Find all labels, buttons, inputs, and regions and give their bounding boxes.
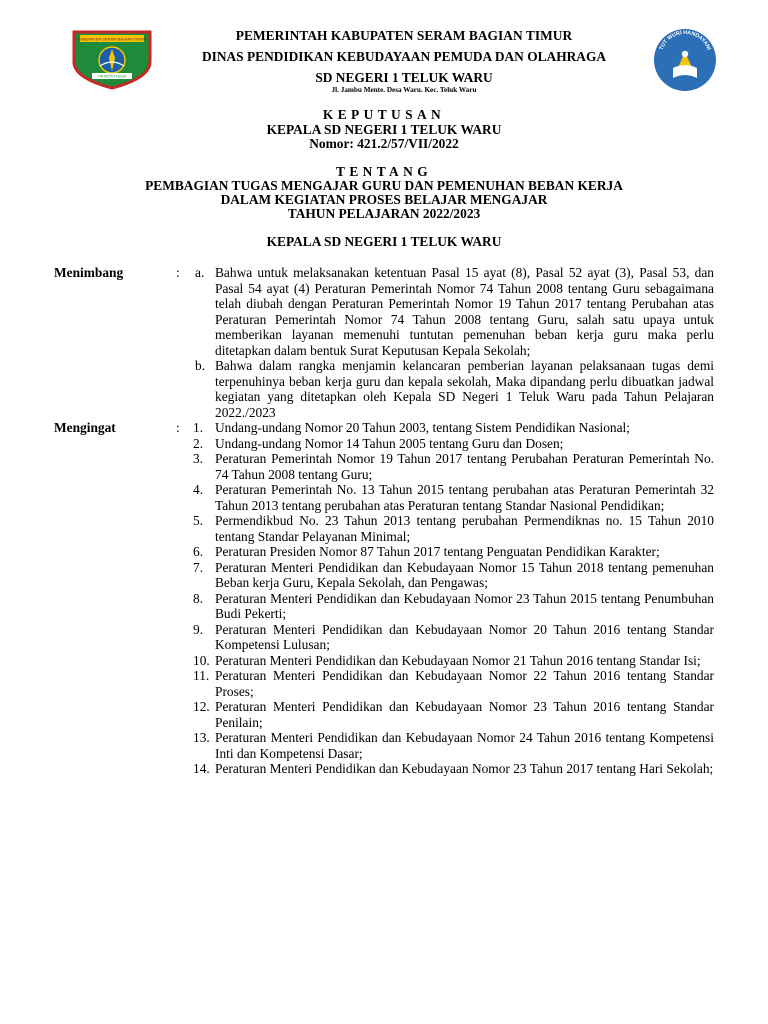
list-item [193,358,714,420]
list-item [193,451,714,482]
decree-heading: KEPUTUSAN [322,107,446,122]
decree-subject-line: TAHUN PELAJARAN 2022/2023 [287,205,481,221]
list-item-marker: 4. [193,482,204,497]
letterhead [0,0,768,100]
list-item [193,560,714,591]
list-item [193,482,714,513]
list-item-text: Peraturan Menteri Pendidikan dan Kebudayaan Nomor 22 Tahun 2016 tentang Standar Proses; [215,668,714,699]
list-item-marker: 14. [193,761,210,776]
letterhead-address: Jl. Jambu Mente. Desa Waru. Kec. Teluk Waru [331,86,477,94]
tut-wuri-handayani-icon [651,28,719,92]
decree-body [54,265,714,777]
list-item-text: Bahwa untuk melaksanakan ketentuan Pasal 15 ayat (8), Pasal 52 ayat (3), Pasal 53, dan Pasal 54 ayat (4) Peraturan Pemerintah Nomor 74 Tahun 2008 tentang Guru sebagaimana telah diubah dengan Peraturan Pemerintah Nomor 19 Tahun 2017 tentang Perubahan atas Peraturan Pemerintah Nomor 74 Tahun 2008 tentang Guru, salah satu upaya untuk memberikan layanan memenuhi tuntutan pemenuhan beban kerja guru maka perlu ditetapkan dalam bentuk Surat Keputusan Kepala Sekolah; [215,265,714,358]
list-item [193,653,714,669]
decree-number: Nomor: 421.2/57/VII/2022 [309,136,459,151]
list-item-marker: a. [195,265,205,280]
list-item [193,761,714,777]
mengingat-label: Mengingat [54,420,116,435]
letterhead-government: PEMERINTAH KABUPATEN SERAM BAGIAN TIMUR [235,28,573,43]
list-item [193,668,714,699]
list-item-marker: 9. [193,621,204,637]
list-item-text: Bahwa dalam rangka menjamin kelancaran pemberian layanan pelaksanaan tugas demi terpenuhinya beban kerja guru dan kepala sekolah, Maka dipandang perlu dibuatkan jadwal kegiatan yang ditetapkan oleh Kepala SD Negeri 1 Teluk Waru pada Tahun Pelajaran 2022./2023 [215,358,714,420]
decree-subject [120,179,648,220]
mengingat-list [193,420,714,777]
list-item-text: Peraturan Pemerintah Nomor 19 Tahun 2017 tentang Perubahan Peraturan Pemerintah No. 74 Tahun 2008 tentang Guru; [215,451,714,482]
list-item-marker: 3. [193,451,204,466]
tentang-heading: TENTANG [335,164,433,179]
decree-subject-line: DALAM KEGIATAN PROSES BELAJAR MENGAJAR [220,191,548,207]
decree-authority: KEPALA SD NEGERI 1 TELUK WARU [266,234,502,249]
menimbang-label: Menimbang [54,265,124,280]
list-item-text: Peraturan Menteri Pendidikan dan Kebudayaan Nomor 20 Tahun 2016 tentang Standar Kompetensi Lulusan; [215,621,714,652]
list-item-text: Peraturan Menteri Pendidikan dan Kebudayaan Nomor 23 Tahun 2016 tentang Standar Penilain; [215,699,714,730]
list-item-marker: 10. [193,652,210,668]
list-item [193,699,714,730]
list-item [193,544,714,560]
letterhead-department: DINAS PENDIDIKAN KEBUDAYAAN PEMUDA DAN OLAHRAGA [201,49,607,64]
left-logo-motto: ITA WOTU NUSA [97,74,127,79]
list-item [193,730,714,761]
list-item-text: Peraturan Pemerintah No. 13 Tahun 2015 tentang perubahan atas Peraturan Pemerintah 32 Tahun 2013 tentang perubahan atas Peraturan tentang Standar Nasional Pendidikan; [215,482,714,513]
mengingat-colon: : [176,420,180,435]
list-item-marker: 2. [193,435,204,451]
list-item-text: Peraturan Menteri Pendidikan dan Kebudayaan Nomor 21 Tahun 2016 tentang Standar Isi; [215,652,701,668]
list-item [193,622,714,653]
decree-issuer: KEPALA SD NEGERI 1 TELUK WARU [266,122,502,137]
list-item [193,436,714,452]
left-logo-banner: KABUPATEN SERAM BAGIAN TIMUR [77,36,147,42]
list-item [193,591,714,622]
list-item-marker: 13. [193,730,210,745]
list-item-marker: 7. [193,559,204,575]
list-item [193,265,714,358]
list-item-marker: 1. [193,420,204,435]
menimbang-colon: : [176,265,180,280]
regency-coat-of-arms-icon [70,28,154,90]
list-item [193,513,714,544]
list-item [193,420,714,436]
list-item-marker: 5. [193,513,204,528]
decree-subject-line: PEMBAGIAN TUGAS MENGAJAR GURU DAN PEMENUHAN BEBAN KERJA [145,178,623,193]
list-item-text: Peraturan Presiden Nomor 87 Tahun 2017 tentang Penguatan Pendidikan Karakter; [215,544,660,559]
menimbang-section [54,265,714,420]
list-item-text: Permendikbud No. 23 Tahun 2013 tentang perubahan Permendiknas no. 15 Tahun 2010 tentang Standar Pelayanan Minimal; [215,513,714,544]
list-item-text: Peraturan Menteri Pendidikan dan Kebudayaan Nomor 23 Tahun 2017 tentang Hari Sekolah; [215,761,714,776]
list-item-marker: 12. [193,699,210,714]
list-item-text: Peraturan Menteri Pendidikan dan Kebudayaan Nomor 24 Tahun 2016 tentang Kompetensi Inti dan Kompetensi Dasar; [215,730,714,761]
list-item-text: Peraturan Menteri Pendidikan dan Kebudayaan Nomor 15 Tahun 2018 tentang pemenuhan Beban kerja Guru, Kepala Sekolah, dan Pengawas; [215,559,714,590]
letterhead-school: SD NEGERI 1 TELUK WARU [315,70,493,85]
list-item-marker: 11. [193,668,210,683]
menimbang-list [193,265,714,420]
list-item-marker: 6. [193,544,204,559]
mengingat-section [54,420,714,777]
list-item-marker: 8. [193,590,204,606]
right-logo-text: TUT WURI HANDAYANI [658,29,712,52]
list-item-text: Undang-undang Nomor 14 Tahun 2005 tentang Guru dan Dosen; [215,435,564,451]
list-item-text: Peraturan Menteri Pendidikan dan Kebudayaan Nomor 23 Tahun 2015 tentang Penumbuhan Budi Pekerti; [215,590,714,621]
list-item-text: Undang-undang Nomor 20 Tahun 2003, tentang Sistem Pendidikan Nasional; [215,420,630,435]
list-item-marker: b. [195,358,206,373]
